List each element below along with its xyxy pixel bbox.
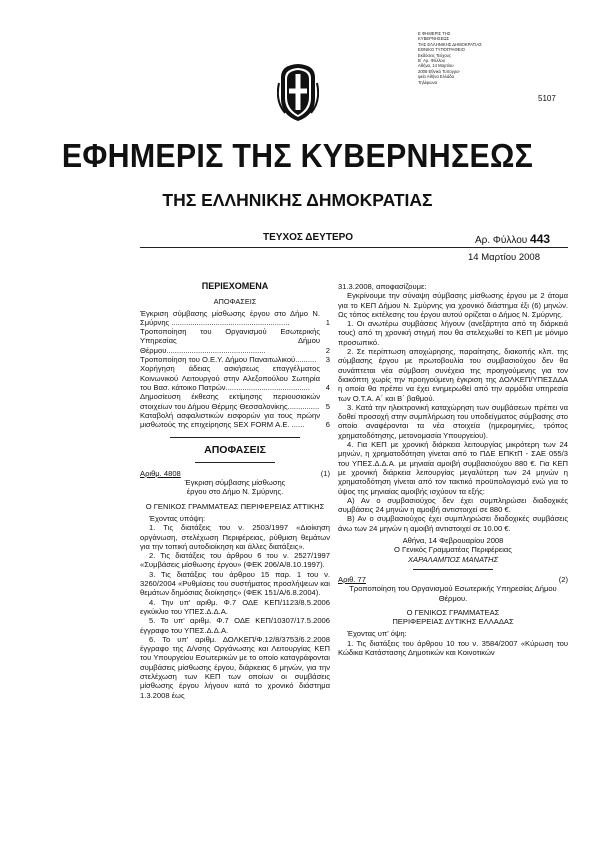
page-number: 5107 [538,94,556,103]
contents-item-page: 4 [325,382,330,392]
decision-paragraph: 2. Σε περίπτωση αποχώρησης, παραίτησης, διακοπής κλπ. της σύμβασης έργου με πρωτοβουλία του συμβασιούχου δεν θα συνάπτεται νέα σύμβαση συνέχεια της προηγούμενης για τον διακόπτη χωρίς την προηγούμενη έγκριση της ΔΟΛΚΕΠ/ΥΠΕΣΔΔΑ η οποία θα πρέπει να έχει ενημερωθεί από την αρμόδια υπηρεσία των Ο.Τ.Α. Α΄ και Β΄ βαθμού. [338,347,568,403]
decision-number: Αριθ. 77 [338,574,366,584]
decision-paragraph: 3. Κατά την ηλεκτρονική καταχώρηση των συμβάσεων πρέπει να δοθεί προσοχή στην συμπλήρωση του υποδείγματος σύμβασης στο οποίο αναφέρονται τα νέα στοιχεία (ημερομηνίες, τρόπος χρηματοδότησης, μετονομασία Υπουργείου). [338,402,568,440]
decision-item: 1. Τις διατάξεις του άρθρου 10 του ν. 3584/2007 «Κύρωση του Κώδικα Κατάστασης Δημοτικών και Κοινοτικών [338,638,568,657]
corner-note-line: Εκδόσεις Τεύχους [418,52,451,58]
decision-item: 6. Το υπ' αριθμ. ΔΟΛΚΕΠ/Φ.12/8/3753/6.2.2008 έγγραφο της Δ/νσης Οργάνωσης και Λειτουργίας ΚΕΠ του Υπουργείου Εσωτερικών με το οποίο καταγράφονται συμβάσεις μίσθωσης έργου, διάρκειας 6 μηνών, για την στελέχωση των ΚΕΠ των οποίων οι συμβάσεις μίσθωσης έργου λήγουν κατά το χρονικό διάστημα 1.3.2008 έως [140,634,330,700]
decision-item: 2. Τις διατάξεις του άρθρου 6 του ν. 2527/1997 «Συμβάσεις μίσθωσης έργου» (ΦΕΚ 206/Α/8.10.1997). [140,551,330,570]
corner-note-line: ΚΥΒΕΡΝΗΣΕΩΣ [418,36,450,42]
decision-item: 1. Τις διατάξεις του ν. 2503/1997 «Διοίκηση οργάνωση, στελέχωση Περιφέρειας, ρύθμιση θεμάτων για την τοπική αυτοδιοίκηση και άλλες διατάξεις». [140,523,330,551]
section-divider [170,437,300,438]
decision-marker: (1) [320,468,330,478]
place-date: Αθήνα, 14 Φεβρουαρίου 2008 [402,536,504,546]
contents-item-page: 1 [325,317,330,327]
corner-note-line: φείο Αθήνα Ελλάδα [418,74,454,80]
gazette-title: ΕΦΗΜΕΡΙΣ ΤΗΣ ΚΥΒΕΡΝΗΣΕΩΣ [61,137,534,174]
decision-number-row [140,469,330,478]
corner-note-line: Αθήνα, 14 Μαρτίου [418,63,454,69]
decision-preamble: Έχοντας υπόψη: [149,513,206,523]
contents-heading: ΠΕΡΙΕΧΟΜΕΝΑ [201,281,269,291]
decision-title: Τροποποίηση του Οργανισμού Εσωτερικής Υπηρεσίας Δήμου Θέρμου. [349,584,557,603]
decision-item: 3. Τις διατάξεις του άρθρου 15 παρ. 1 του ν. 3260/2004 «Ρυθμίσεις του συστήματος προσλήψεων και θεμάτων δημόσιας διοίκησης» (ΦΕΚ 151/Α/6.8.2004). [140,569,330,598]
corner-note-line: ΕΘΝΙΚΟ ΤΥΠΟΓΡΑΦΕΙΟ [418,47,465,53]
decision-continuation: 31.3.2008, αποφασίζουμε: [338,282,427,291]
signatory-name: ΧΑΡΑΛΑΜΠΟΣ ΜΑΝΑΤΗΣ [407,554,499,564]
contents-item-text: Έγκριση σύμβασης μίσθωσης έργου στο Δήμο Ν. Σμύρνης ........................................................ [140,308,320,327]
corner-note-line: Τηλέφωνα [418,79,438,85]
decision-authority: Ο ΓΕΝΙΚΟΣ ΓΡΑΜΜΑΤΕΑΣ ΠΕΡΙΦΕΡΕΙΑΣ ΑΤΤΙΚΗΣ [145,501,325,511]
decision-preamble: Έχοντας υπ' όψη: [347,629,407,639]
section-divider [413,569,493,570]
contents-item-page: 2 [325,345,330,355]
contents-item-page: 6 [325,420,330,430]
decision-number: Αριθμ. 4808 [140,468,181,478]
issue-series: ΤΕΥΧΟΣ ΔΕΥΤΕΡΟ [263,232,354,243]
corner-publisher-note [418,31,488,85]
decision-paragraph: Α) Αν ο συμβασιούχος δεν έχει συμπληρώσει διαδοχικές συμβάσεις 24 μηνών η αμοιβή αντιστοιχεί σε 880 €. [338,495,568,515]
contents-item-text: Τροποποίηση του Ο.Ε.Υ. Δήμου Παναιτωλικού.......... [140,355,317,365]
contents-item[interactable] [140,355,330,364]
contents-item[interactable] [140,309,330,328]
section-divider [195,462,275,463]
contents-item-text: Καταβολή ασφαλιστικών εισφορών για τους πρώην μισθωτούς της επιχείρησης SEX FORM Α.Ε. ...... [140,410,320,430]
sheet-number [475,232,550,246]
contents-item[interactable] [140,327,330,355]
corner-note-line: 2008 Εθνικό Τυπογρα- [418,68,461,74]
contents-item[interactable] [140,392,330,411]
decision-title: Έγκριση σύμβασης μίσθωσης έργου στο Δήμο Ν. Σμύρνης. [184,478,286,497]
contents-item-text: Τροποποίηση του Οργανισμού Εσωτερικής Υπηρεσίας Δήμου Θέρμου............................................... [140,327,320,355]
decision-item: 5. Το υπ' αριθμ. Φ.7 ΟΔΕ ΚΕΠ/10307/17.5.2006 έγγραφο του ΥΠΕΣ.Δ.Δ.Α. [140,616,330,635]
issue-date: 14 Μαρτίου 2008 [468,252,540,263]
decision-paragraph: Εγκρίνουμε την σύναψη σύμβασης μίσθωσης έργου με 2 άτομα για το ΚΕΠ Δήμου Ν. Σμύρνης για χρονικό διάστημα έξι (6) μηνών. Ως τόπος εκτέλεσης του έργου αυτού ορίζεται ο Δήμος Ν. Σμύρνης. [338,291,568,319]
decision-marker: (2) [558,574,568,584]
contents-item-page: 5 [325,401,330,411]
decisions-heading: ΑΠΟΦΑΣΕΙΣ [204,444,266,457]
corner-note-line: Β΄ Αρ. Φύλλου [418,58,445,64]
decision-authority: ΠΕΡΙΦΕΡΕΙΑΣ ΔΥΤΙΚΗΣ ΕΛΛΑΔΑΣ [392,617,514,627]
gazette-subtitle: ΤΗΣ ΕΛΛΗΝΙΚΗΣ ΔΗΜΟΚΡΑΤΙΑΣ [162,190,433,210]
header-divider [140,247,568,248]
contents-item[interactable] [140,364,330,392]
contents-item-text: Δημοσίευση έκθεσης εκτίμησης περιουσιακών στοιχείων του Δήμου Θέρμης Θεσσαλονίκης............... [140,392,320,411]
corner-note-line: Ε ΦΗΜΕΡΙΣ ΤΗΣ [418,31,451,36]
contents-subheading: ΑΠΟΦΑΣΕΙΣ [213,297,257,307]
sheet-label: Αρ. Φύλλου [475,235,528,246]
decision-number-row [338,575,568,584]
decision-paragraph: 1. Οι ανωτέρω συμβάσεις λήγουν (ανεξάρτητα από τη διάρκειά τους) από τη χρονική στιγμή που θα στελεχωθεί το ΚΕΠ με μόνιμο προσωπικό. [338,319,568,347]
contents-item[interactable] [140,411,330,430]
decision-authority: Ο ΓΕΝΙΚΟΣ ΓΡΑΜΜΑΤΕΑΣ [406,607,500,617]
contents-item-text: Χορήγηση άδειας ασκήσεως επαγγέλματος Κοινωνικού Λειτουργού στην Αλεξοπούλου Σωτηρία του Βασ. κάτοικο Πατρών........................................ [140,364,320,392]
decision-paragraph: 4. Για ΚΕΠ με χρονική διάρκεια λειτουργίας μικρότερη των 24 μηνών, η χρηματοδότηση γίνεται από το ΠΔΕ ΕΠΚτΠ - ΣΑΕ 055/3 του ΥΠΕΣ.Δ.Δ.Α. με μηνιαία αμοιβή συμβασιούχου 880 €. Για ΚΕΠ με χρονική διάρκεια λειτουργίας μεγαλύτερη των 24 μηνών η χρηματοδότηση γίνεται από τον τακτικό προϋπολογισμό ενώ για το ύψος της μηνιαίας αμοιβής ισχύουν τα εξής: [338,440,568,496]
greek-coat-of-arms-icon [277,63,319,123]
decision-paragraph: Β) Αν ο συμβασιούχος έχει συμπληρώσει διαδοχικές συμβάσεις άνω των 24 μηνών η αμοιβή αντιστοιχεί σε 10.00 €. [338,514,568,533]
left-column [140,282,330,700]
contents-item-page: 3 [325,355,330,365]
sheet-number-value: 443 [530,232,551,246]
decision-item: 4. Την υπ' αριθμ. Φ.7 ΟΔΕ ΚΕΠ/1123/8.5.2006 εγκύκλιο του ΥΠΕΣ.Δ.Δ.Α. [140,597,330,616]
signatory-title: Ο Γενικός Γραμματέας Περιφέρειας [394,545,512,555]
corner-note-line: ΤΗΣ ΕΛΛΗΝΙΚΗΣ ΔΗΜΟΚΡΑΤΙΑΣ [418,41,482,47]
right-column [338,282,568,657]
